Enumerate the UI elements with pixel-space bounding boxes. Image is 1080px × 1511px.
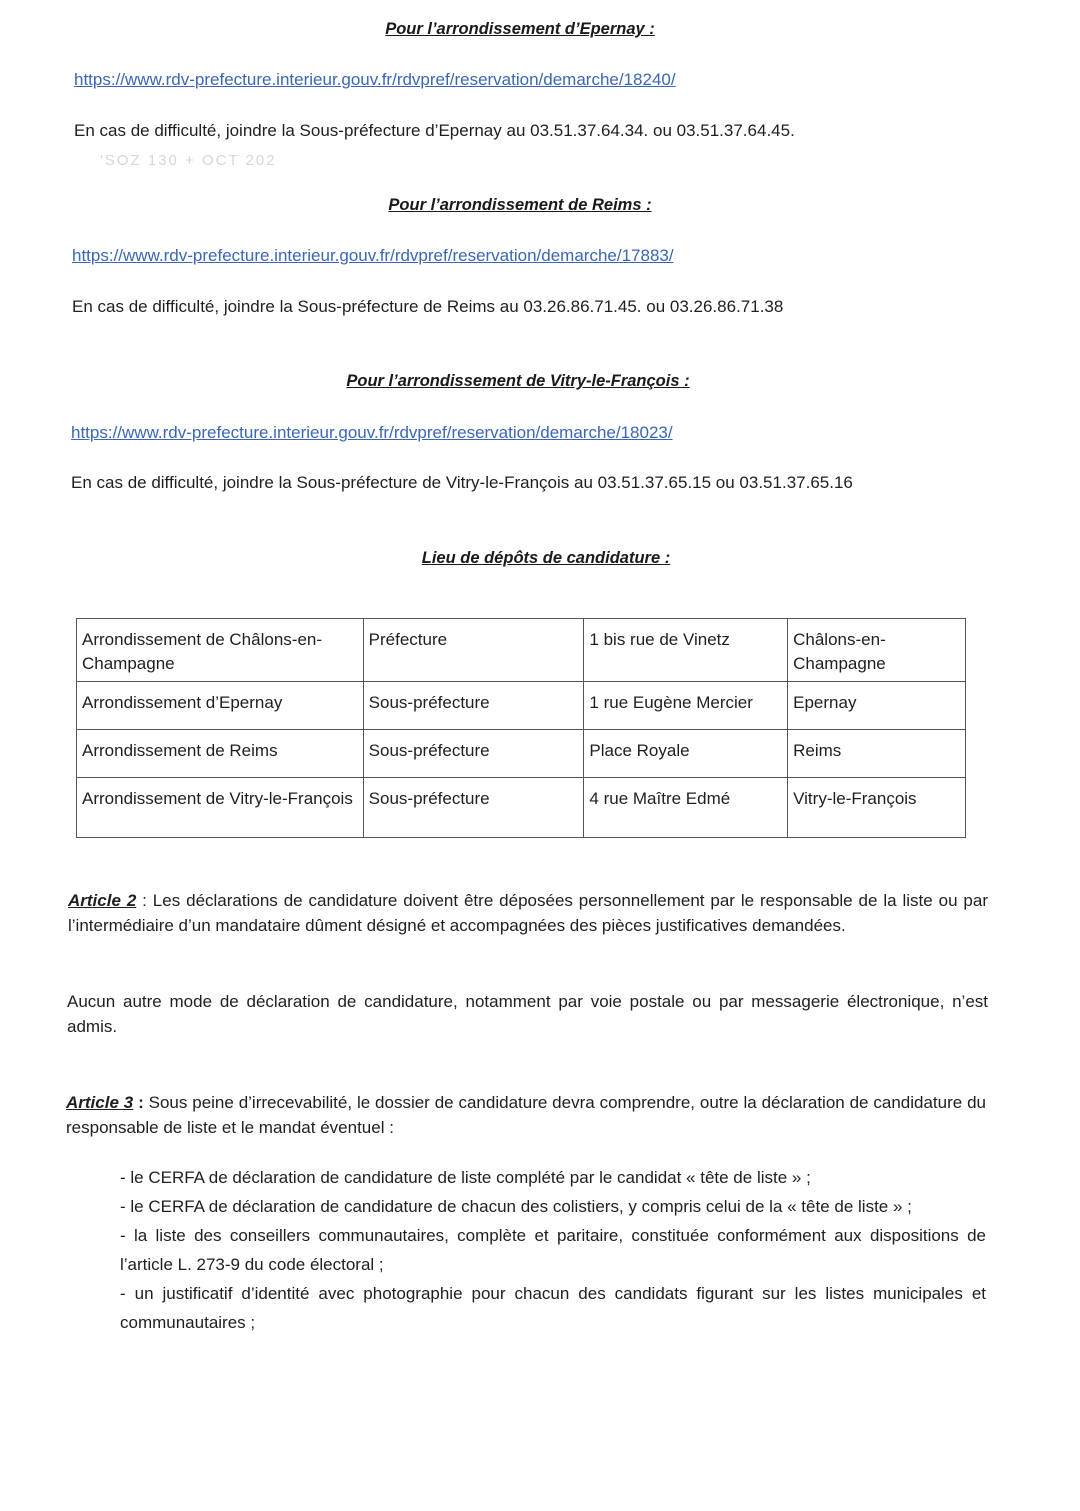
contact-reims: En cas de difficulté, joindre la Sous-préfecture de Reims au 03.26.86.71.45. ou 03.26.86.71.38 [72, 297, 784, 316]
list-item: - le CERFA de déclaration de candidature de chacun des colistiers, y compris celui de la « tête de liste » ; [120, 1197, 912, 1216]
article2-paragraph2: Aucun autre mode de déclaration de candidature, notamment par voie postale ou par messagerie électronique, n’est admis. [67, 992, 988, 1036]
article3-label: Article 3 [66, 1093, 134, 1112]
table-cell: Sous-préfecture [363, 730, 584, 778]
heading-reims: Pour l’arrondissement de Reims : [388, 196, 652, 214]
table-cell: Arrondissement de Reims [77, 730, 364, 778]
table-cell: Arrondissement d’Epernay [77, 682, 364, 730]
table-cell: Préfecture [363, 619, 584, 682]
table-row [77, 682, 966, 730]
list-item: - la liste des conseillers communautaires, complète et paritaire, constituée conformément aux dispositions de l’article L. 273-9 du code électoral ; [120, 1226, 986, 1274]
table-row [77, 730, 966, 778]
table-cell: Châlons-en-Champagne [788, 619, 966, 682]
article3-text: Sous peine d’irrecevabilité, le dossier de candidature devra comprendre, outre la déclaration de candidature du responsable de liste et le mandat éventuel : [66, 1093, 986, 1137]
table-cell: 4 rue Maître Edmé [584, 778, 788, 838]
link-rdv-reims[interactable]: https://www.rdv-prefecture.interieur.gouv.fr/rdvpref/reservation/demarche/17883/ [72, 246, 674, 265]
link-rdv-vitry[interactable]: https://www.rdv-prefecture.interieur.gouv.fr/rdvpref/reservation/demarche/18023/ [71, 423, 673, 442]
depots-table [76, 618, 966, 838]
table-cell: Place Royale [584, 730, 788, 778]
contact-vitry: En cas de difficulté, joindre la Sous-préfecture de Vitry-le-François au 03.51.37.65.15 ou 03.51.37.65.16 [71, 473, 853, 492]
heading-epernay: Pour l’arrondissement d’Epernay : [385, 20, 655, 38]
list-item: - un justificatif d’identité avec photographie pour chacun des candidats figurant sur les listes municipales et communautaires ; [120, 1284, 986, 1332]
heading-depots: Lieu de dépôts de candidature : [421, 549, 671, 567]
table-cell: 1 rue Eugène Mercier [584, 682, 788, 730]
article2-label: Article 2 [68, 891, 137, 910]
faint-stamp: 'SOZ 130 + OCT 202 [100, 152, 277, 169]
contact-epernay: En cas de difficulté, joindre la Sous-préfecture d’Epernay au 03.51.37.64.34. ou 03.51.37.64.45. [74, 121, 795, 140]
heading-vitry: Pour l’arrondissement de Vitry-le-François : [346, 372, 690, 390]
table-cell: Sous-préfecture [363, 778, 584, 838]
link-rdv-epernay[interactable]: https://www.rdv-prefecture.interieur.gouv.fr/rdvpref/reservation/demarche/18240/ [74, 70, 676, 89]
table-cell: Epernay [788, 682, 966, 730]
table-cell: Arrondissement de Châlons-en-Champagne [77, 619, 364, 682]
table-row [77, 778, 966, 838]
table-cell: Reims [788, 730, 966, 778]
table-row [77, 619, 966, 682]
article3-paragraph [66, 1090, 986, 1140]
table-cell: Arrondissement de Vitry-le-François [77, 778, 364, 838]
table-cell: Vitry-le-François [788, 778, 966, 838]
list-item: - le CERFA de déclaration de candidature de liste complété par le candidat « tête de liste » ; [120, 1168, 811, 1187]
article3-list [120, 1163, 986, 1337]
table-cell: Sous-préfecture [363, 682, 584, 730]
article3-separator: : [133, 1093, 149, 1112]
article2-paragraph [68, 888, 988, 938]
article2-text: : Les déclarations de candidature doivent être déposées personnellement par le responsable de la liste ou par l’intermédiaire d’un mandataire dûment désigné et accompagnées des pièces justificatives demandées. [68, 891, 988, 935]
table-cell: 1 bis rue de Vinetz [584, 619, 788, 682]
